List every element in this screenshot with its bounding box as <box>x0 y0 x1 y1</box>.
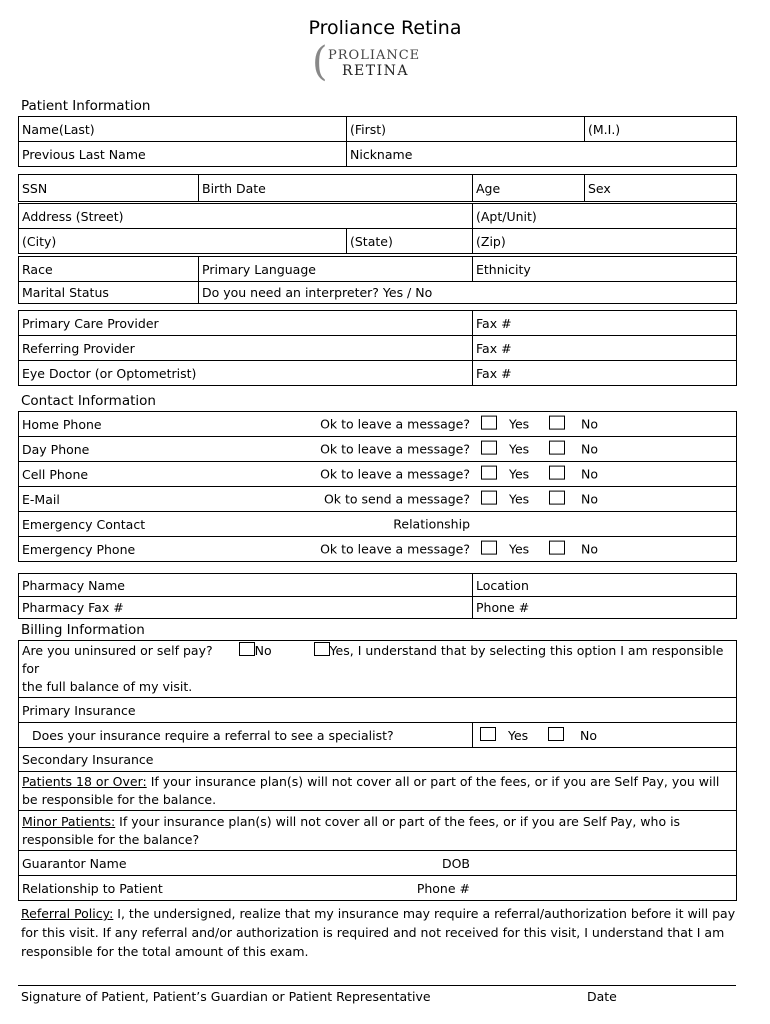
first-name-field[interactable]: (First) <box>347 117 585 142</box>
self-pay-row <box>19 641 737 698</box>
cell-no-checkbox[interactable] <box>549 466 565 480</box>
referring-fax-field[interactable]: Fax # <box>473 336 737 361</box>
interpreter-question[interactable]: Do you need an interpreter? Yes / No <box>199 282 737 304</box>
referral-no-checkbox[interactable] <box>548 727 564 741</box>
email-no-checkbox[interactable] <box>549 491 565 505</box>
email-label: E-Mail <box>22 491 60 507</box>
guarantor-row[interactable] <box>19 851 737 876</box>
referral-question-cell <box>19 723 473 748</box>
home-yes-checkbox[interactable] <box>481 416 497 430</box>
home-phone-label: Home Phone <box>22 416 102 432</box>
day-phone-label: Day Phone <box>22 441 90 457</box>
birth-date-field[interactable]: Birth Date <box>199 175 473 202</box>
dob-label: DOB <box>441 856 470 871</box>
relationship-to-patient-label: Relationship to Patient <box>22 880 163 896</box>
cell-phone-row[interactable] <box>19 462 737 487</box>
emergency-contact-row[interactable] <box>19 512 737 537</box>
day-phone-row[interactable] <box>19 437 737 462</box>
relationship-row[interactable] <box>19 876 737 901</box>
city-field[interactable]: (City) <box>19 229 347 254</box>
self-pay-balance-text: the full balance of my visit. <box>22 679 193 694</box>
no-label: No <box>581 466 598 482</box>
race-field[interactable]: Race <box>19 257 199 282</box>
minor-patients-notice <box>19 811 737 851</box>
eye-doctor-fax-field[interactable]: Fax # <box>473 361 737 386</box>
day-no-checkbox[interactable] <box>549 441 565 455</box>
referral-policy-text: I, the undersigned, realize that my insurance may require a referral/authorization before it will pay for this visit. If any referral and/or authorization is required and not received for this visit, I understand that I am responsible for the total amount of this exam. <box>21 906 736 959</box>
logo-text-bottom: RETINA <box>342 63 409 79</box>
adult-patients-notice <box>19 772 737 811</box>
eye-doctor-field[interactable]: Eye Doctor (or Optometrist) <box>19 361 473 386</box>
primary-insurance-field[interactable]: Primary Insurance <box>19 698 737 723</box>
pharmacy-phone-field[interactable]: Phone # <box>473 597 737 619</box>
contact-table <box>18 411 737 562</box>
sex-field[interactable]: Sex <box>585 175 737 202</box>
billing-table <box>18 640 737 901</box>
cell-phone-label: Cell Phone <box>22 466 89 482</box>
referral-question: Does your insurance require a referral to see a specialist? <box>32 727 394 743</box>
zip-field[interactable]: (Zip) <box>473 229 737 254</box>
yes-label: Yes <box>509 541 530 557</box>
email-yes-checkbox[interactable] <box>481 491 497 505</box>
referral-policy <box>21 904 736 961</box>
no-label: No <box>580 728 597 743</box>
patient-details-table <box>18 174 737 304</box>
self-pay-yes-checkbox[interactable] <box>314 642 330 656</box>
ok-leave-message-label: Ok to leave a message? <box>320 466 470 482</box>
no-label: No <box>581 441 598 457</box>
pharmacy-name-field[interactable]: Pharmacy Name <box>19 574 473 597</box>
guarantor-phone-label: Phone # <box>416 881 470 896</box>
self-pay-yes-text: Yes, I understand that by selecting this option I am responsible for <box>22 643 724 676</box>
adult-patients-label: Patients 18 or Over: <box>22 774 147 789</box>
adult-patients-text: If your insurance plan(s) will not cover all or part of the fees, or if you are Self Pay, you will be responsible for the balance. <box>22 774 720 807</box>
no-label: No <box>581 541 598 557</box>
date-label: Date <box>587 989 617 1004</box>
referral-answer-cell <box>473 723 737 748</box>
yes-label: Yes <box>508 728 529 743</box>
ssn-field[interactable]: SSN <box>19 175 199 202</box>
minor-patients-text: If your insurance plan(s) will not cover all or part of the fees, or if you are Self Pay, who is responsible for the balance? <box>22 813 681 847</box>
ok-leave-message-label: Ok to leave a message? <box>320 441 470 457</box>
ok-send-message-label: Ok to send a message? <box>323 491 470 507</box>
signature-line[interactable] <box>18 985 736 986</box>
day-yes-checkbox[interactable] <box>481 441 497 455</box>
email-row[interactable] <box>19 487 737 512</box>
self-pay-question: Are you uninsured or self pay? <box>22 643 213 658</box>
home-no-checkbox[interactable] <box>549 416 565 430</box>
previous-last-name-field[interactable]: Previous Last Name <box>19 142 347 167</box>
referral-policy-label: Referral Policy: <box>21 906 114 921</box>
emergency-contact-label: Emergency Contact <box>22 516 146 532</box>
relationship-label: Relationship <box>393 516 470 532</box>
emergency-yes-checkbox[interactable] <box>481 541 497 555</box>
referring-provider-field[interactable]: Referring Provider <box>19 336 473 361</box>
yes-label: Yes <box>509 466 530 482</box>
street-address-field[interactable]: Address (Street) <box>19 204 473 229</box>
yes-label: Yes <box>509 416 530 432</box>
form-title: Proliance Retina <box>308 17 462 39</box>
pcp-fax-field[interactable]: Fax # <box>473 311 737 336</box>
signature-label: Signature of Patient, Patient’s Guardian or Patient Representative <box>21 989 431 1004</box>
pharmacy-fax-field[interactable]: Pharmacy Fax # <box>19 597 473 619</box>
middle-initial-field[interactable]: (M.I.) <box>585 117 737 142</box>
emergency-phone-label: Emergency Phone <box>22 541 136 557</box>
no-label: No <box>581 491 598 507</box>
marital-status-field[interactable]: Marital Status <box>19 282 199 304</box>
billing-info-heading: Billing Information <box>21 622 145 638</box>
age-field[interactable]: Age <box>473 175 585 202</box>
yes-label: Yes <box>509 441 530 457</box>
guarantor-name-label: Guarantor Name <box>22 855 127 871</box>
emergency-no-checkbox[interactable] <box>549 541 565 555</box>
apt-unit-field[interactable]: (Apt/Unit) <box>473 204 737 229</box>
providers-table <box>18 310 737 386</box>
no-label: No <box>254 643 272 658</box>
self-pay-no-checkbox[interactable] <box>239 642 255 656</box>
state-field[interactable]: (State) <box>347 229 473 254</box>
primary-care-provider-field[interactable]: Primary Care Provider <box>19 311 473 336</box>
logo-text-top: PROLIANCE <box>328 48 421 63</box>
secondary-insurance-field[interactable]: Secondary Insurance <box>19 748 737 772</box>
cell-yes-checkbox[interactable] <box>481 466 497 480</box>
contact-info-heading: Contact Information <box>21 393 156 409</box>
last-name-field[interactable]: Name(Last) <box>19 117 347 142</box>
pharmacy-location-field[interactable]: Location <box>473 574 737 597</box>
home-phone-row[interactable] <box>19 412 737 437</box>
no-label: No <box>581 416 598 432</box>
ok-leave-message-label: Ok to leave a message? <box>320 416 470 432</box>
pharmacy-table <box>18 573 737 619</box>
ethnicity-field[interactable]: Ethnicity <box>473 257 737 282</box>
proliance-retina-logo: ( PROLIANCE RETINA <box>312 39 421 85</box>
patient-info-heading: Patient Information <box>21 98 151 114</box>
referral-yes-checkbox[interactable] <box>480 727 496 741</box>
ok-leave-message-label: Ok to leave a message? <box>320 541 470 557</box>
nickname-field[interactable]: Nickname <box>347 142 737 167</box>
emergency-phone-row[interactable] <box>19 537 737 562</box>
minor-patients-label: Minor Patients: <box>22 813 116 829</box>
patient-name-table <box>18 116 737 167</box>
yes-label: Yes <box>509 491 530 507</box>
primary-language-field[interactable]: Primary Language <box>199 257 473 282</box>
